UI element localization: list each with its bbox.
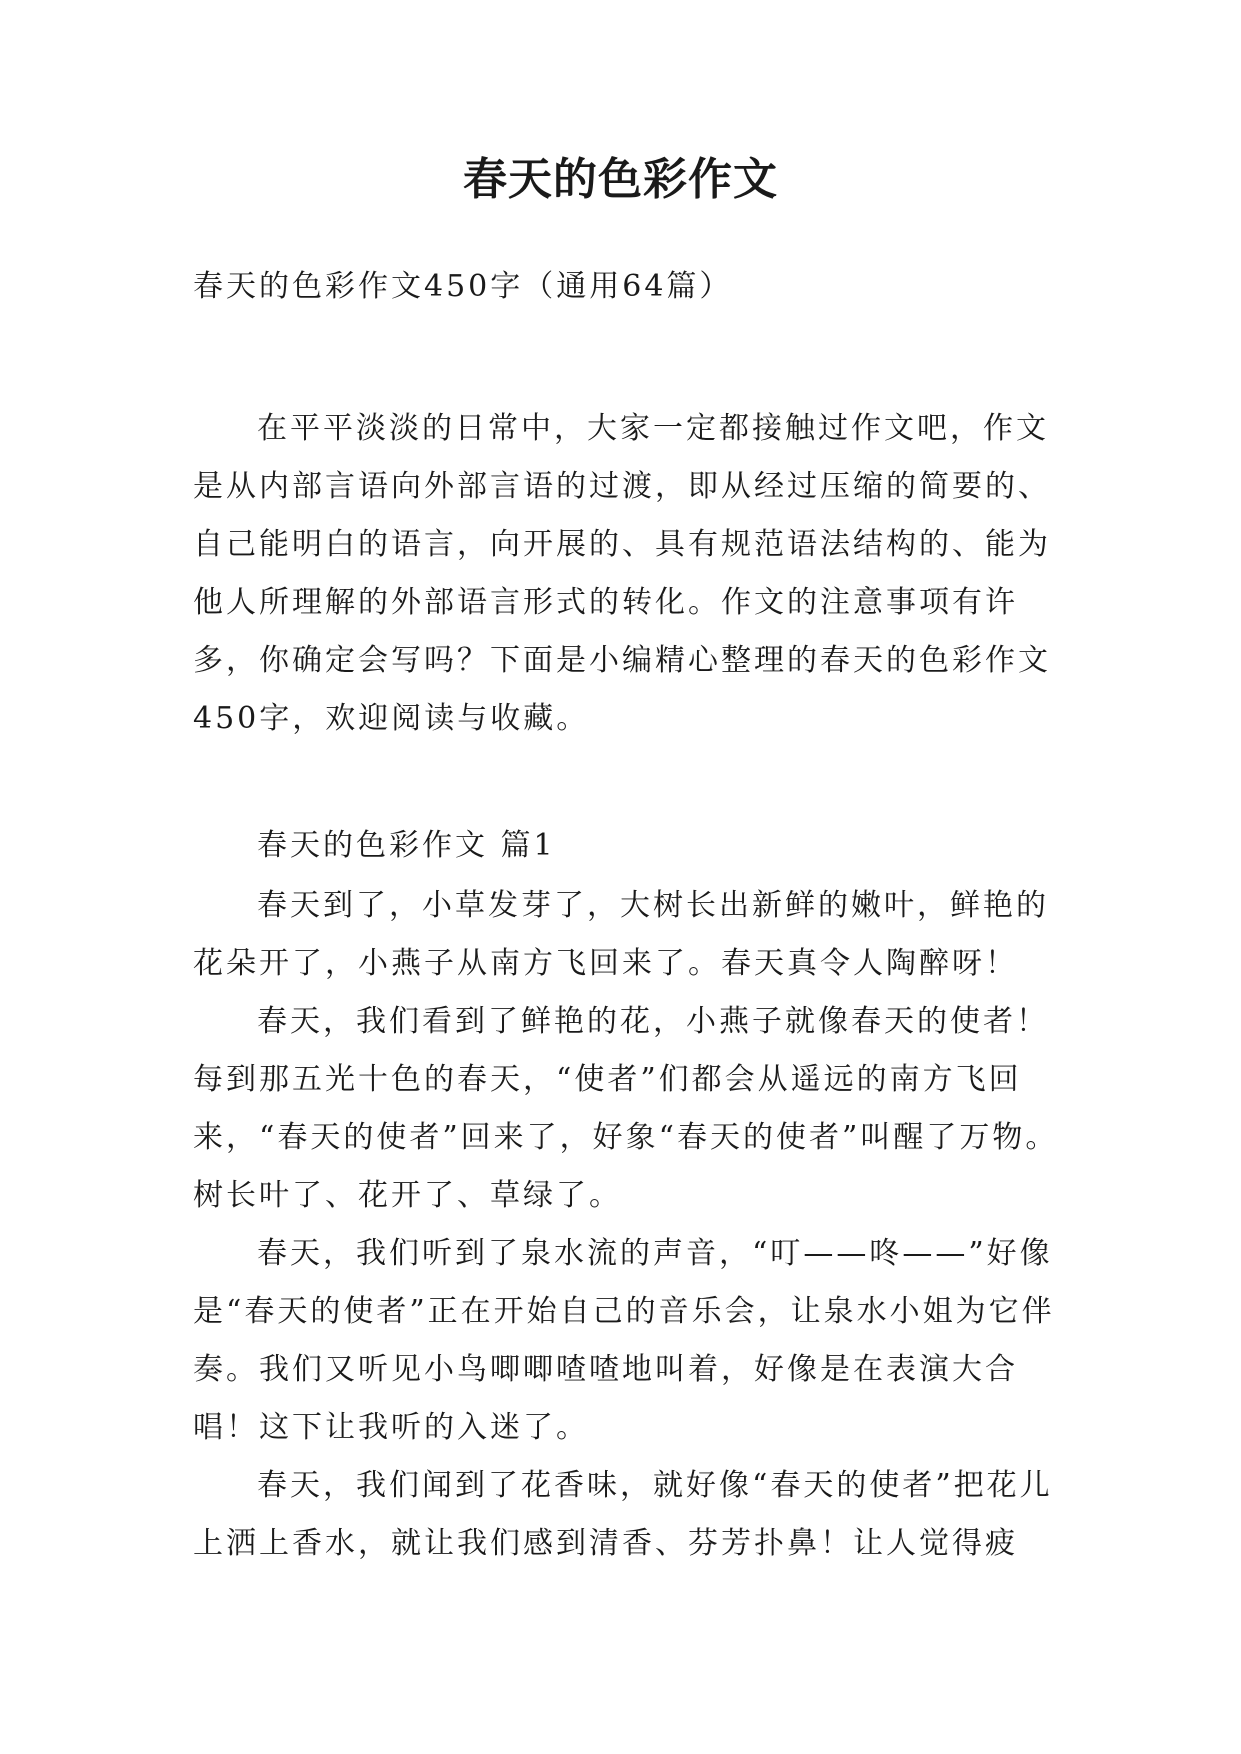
essay-section [193,817,1073,1573]
essay-paragraph-4: 春天，我们闻到了花香味，就好像“春天的使者”把花儿上洒上香水，就让我们感到清香、芬芳扑鼻！让人觉得疲 [193,1468,1053,1561]
essay-paragraph-3: 春天，我们听到了泉水流的声音，“叮——咚——”好像是“春天的使者”正在开始自己的音乐会，让泉水小姐为它伴奏。我们又听见小鸟唧唧喳喳地叫着，好像是在表演大合唱！这下让我听的入迷了。 [193,1236,1055,1445]
intro-paragraph: 在平平淡淡的日常中，大家一定都接触过作文吧，作文是从内部言语向外部言语的过渡，即从经过压缩的简要的、自己能明白的语言，向开展的、具有规范语法结构的、能为他人所理解的外部语言形式的转化。作文的注意事项有许多，你确定会写吗？下面是小编精心整理的春天的色彩作文450字，欢迎阅读与收藏。 [193,411,1051,736]
document-title: 春天的色彩作文 [463,154,778,205]
essay-heading: 春天的色彩作文 篇1 [257,828,556,863]
document-subtitle: 春天的色彩作文450字（通用64篇） [193,269,733,304]
essay-paragraph-1: 春天到了，小草发芽了，大树长出新鲜的嫩叶，鲜艳的花朵开了，小燕子从南方飞回来了。春天真令人陶醉呀！ [193,888,1049,981]
essay-paragraph-2: 春天，我们看到了鲜艳的花，小燕子就像春天的使者！每到那五光十色的春天，“使者”们都会从遥远的南方飞回来，“春天的使者”回来了，好象“春天的使者”叫醒了万物。树长叶了、花开了、草绿了。 [193,1004,1059,1213]
